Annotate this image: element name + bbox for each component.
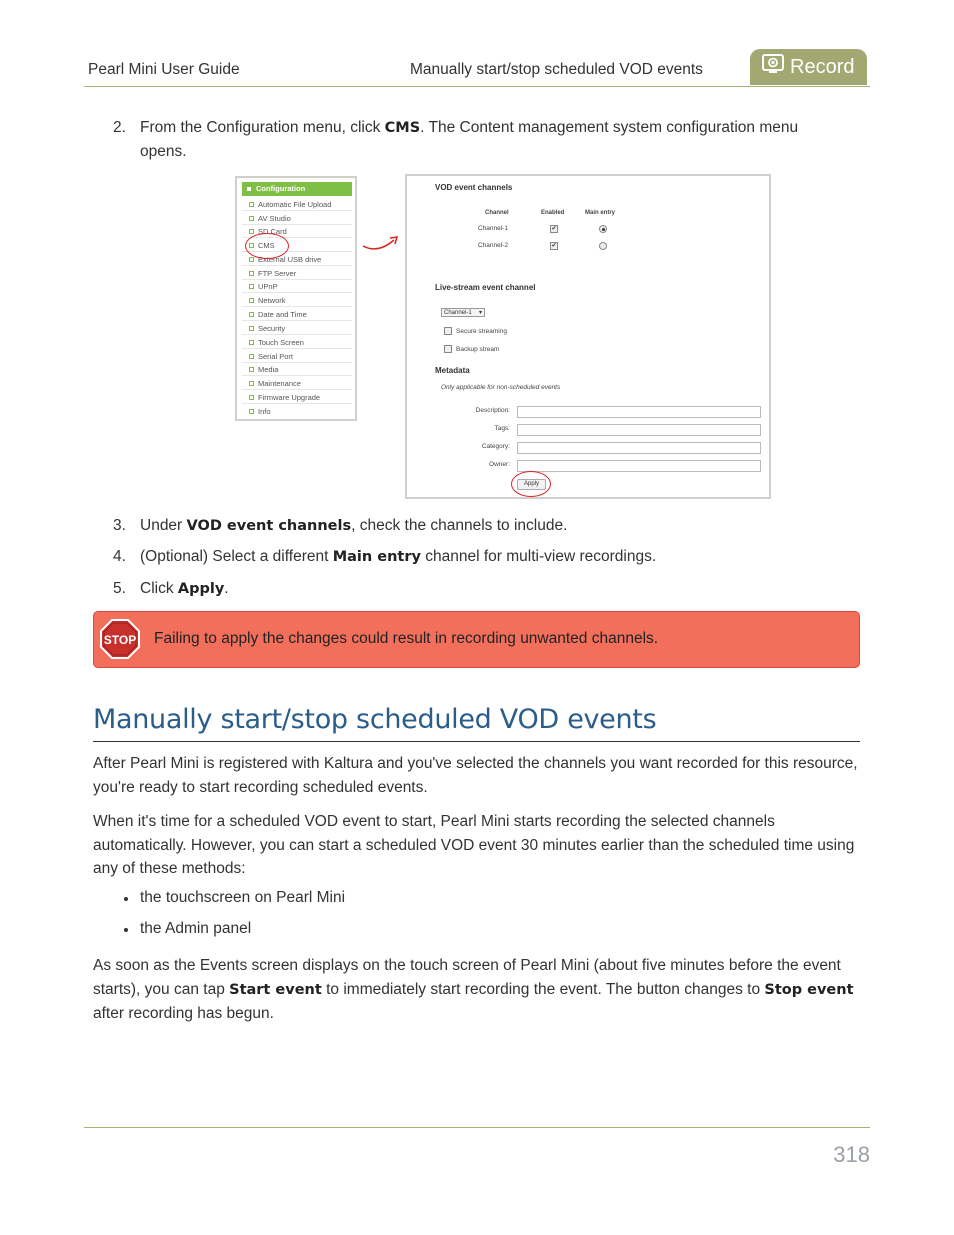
dropdown-arrow-icon: ▾ xyxy=(478,310,482,316)
live-channel-select[interactable]: Channel-1 ▾ xyxy=(441,308,485,317)
menu-item-cms: CMS xyxy=(242,239,352,252)
guide-title: Pearl Mini User Guide xyxy=(88,61,240,78)
paragraph-1: After Pearl Mini is registered with Kaltura and you've selected the channels you want recorded for this resource, you're ready to start recording scheduled events. xyxy=(93,755,858,796)
menu-item-maintenance: Maintenance xyxy=(242,377,352,390)
menu-item-av-studio: AV Studio xyxy=(242,212,352,225)
menu-item-security: Security xyxy=(242,322,352,335)
record-tab-label: Record xyxy=(790,55,855,78)
menu-item-network: Network xyxy=(242,294,352,307)
menu-item-ftp-server: FTP Server xyxy=(242,267,352,280)
footer-rule xyxy=(84,1127,870,1128)
description-field[interactable] xyxy=(517,406,761,418)
header-section-title: Manually start/stop scheduled VOD events xyxy=(410,61,703,78)
apply-highlight-circle xyxy=(511,471,551,497)
page-number: 318 xyxy=(833,1142,870,1167)
step-3: 3. Under VOD event channels, check the channels to include. xyxy=(113,517,568,534)
channel-2-main-radio[interactable] xyxy=(599,242,607,250)
cms-highlight-circle xyxy=(245,233,289,259)
category-field[interactable] xyxy=(517,442,761,454)
secure-streaming-label: Secure streaming xyxy=(456,328,507,335)
secure-streaming-checkbox[interactable] xyxy=(444,327,452,335)
backup-stream-label: Backup stream xyxy=(456,346,500,353)
bullet-touchscreen: the touchscreen on Pearl Mini xyxy=(140,889,346,906)
channel-2-enabled-checkbox[interactable]: ✔ xyxy=(551,243,557,249)
apply-button[interactable]: Apply xyxy=(517,479,546,490)
step-5: 5. Click Apply. xyxy=(113,580,229,597)
cms-config-screenshot xyxy=(405,174,771,499)
menu-item-touch-screen: Touch Screen xyxy=(242,336,352,349)
record-icon xyxy=(762,54,784,80)
arrow-icon xyxy=(360,234,402,254)
menu-item-upnp: UPnP xyxy=(242,280,352,293)
section-rule xyxy=(93,741,860,742)
step-2: 2. From the Configuration menu, click CMS. The Content management system configuration menu opens. xyxy=(113,119,799,160)
backup-stream-checkbox[interactable] xyxy=(444,345,452,353)
stop-sign-icon xyxy=(99,618,141,660)
menu-item-external-usb: External USB drive xyxy=(242,253,352,266)
menu-item-serial-port: Serial Port xyxy=(242,350,352,363)
section-heading: Manually start/stop scheduled VOD events xyxy=(93,704,657,735)
stop-sign-text: STOP xyxy=(103,633,137,647)
description-label: Description: xyxy=(475,407,510,414)
record-tab xyxy=(750,49,867,85)
channel-2-label: Channel-2 xyxy=(478,242,508,249)
menu-item-automatic-file-upload: Automatic File Upload xyxy=(242,198,352,211)
tags-label: Tags: xyxy=(494,425,510,432)
category-label: Category: xyxy=(481,443,510,450)
paragraph-2: When it's time for a scheduled VOD event to start, Pearl Mini starts recording the selected channels automatically. However, you can start a scheduled VOD event 30 minutes earlier than the scheduled time using any of these methods: xyxy=(93,813,855,877)
tags-field[interactable] xyxy=(517,424,761,436)
channel-1-label: Channel-1 xyxy=(478,225,508,232)
metadata-title: Metadata xyxy=(435,366,470,375)
col-enabled: Enabled xyxy=(541,210,565,216)
configuration-menu-screenshot xyxy=(235,176,357,421)
vod-channels-title: VOD event channels xyxy=(435,183,513,192)
col-channel: Channel xyxy=(485,210,509,216)
menu-item-date-time: Date and Time xyxy=(242,308,352,321)
channel-1-main-radio[interactable] xyxy=(599,225,607,233)
warning-callout xyxy=(93,611,860,668)
live-stream-title: Live-stream event channel xyxy=(435,283,536,292)
warning-text: Failing to apply the changes could result in recording unwanted channels. xyxy=(154,630,659,647)
paragraph-3: As soon as the Events screen displays on the touch screen of Pearl Mini (about five minutes before the event starts), you can tap Start event to immediately start recording the event. The button changes to Stop event after recording has begun. xyxy=(93,957,854,1022)
menu-item-firmware-upgrade: Firmware Upgrade xyxy=(242,391,352,404)
channel-1-enabled-checkbox[interactable]: ✔ xyxy=(551,226,557,232)
bullet-admin-panel: the Admin panel xyxy=(140,920,252,937)
owner-field[interactable] xyxy=(517,460,761,472)
step-4: 4. (Optional) Select a different Main entry channel for multi-view recordings. xyxy=(113,548,657,565)
owner-label: Owner: xyxy=(489,461,510,468)
header-rule xyxy=(84,86,870,87)
menu-item-sd-card: SD Card xyxy=(242,225,352,238)
menu-item-info: Info xyxy=(242,405,352,418)
configuration-menu-title: Configuration xyxy=(242,182,352,196)
menu-item-media: Media xyxy=(242,363,352,376)
col-main-entry: Main entry xyxy=(585,210,616,216)
metadata-note: Only applicable for non-scheduled events xyxy=(441,384,561,391)
